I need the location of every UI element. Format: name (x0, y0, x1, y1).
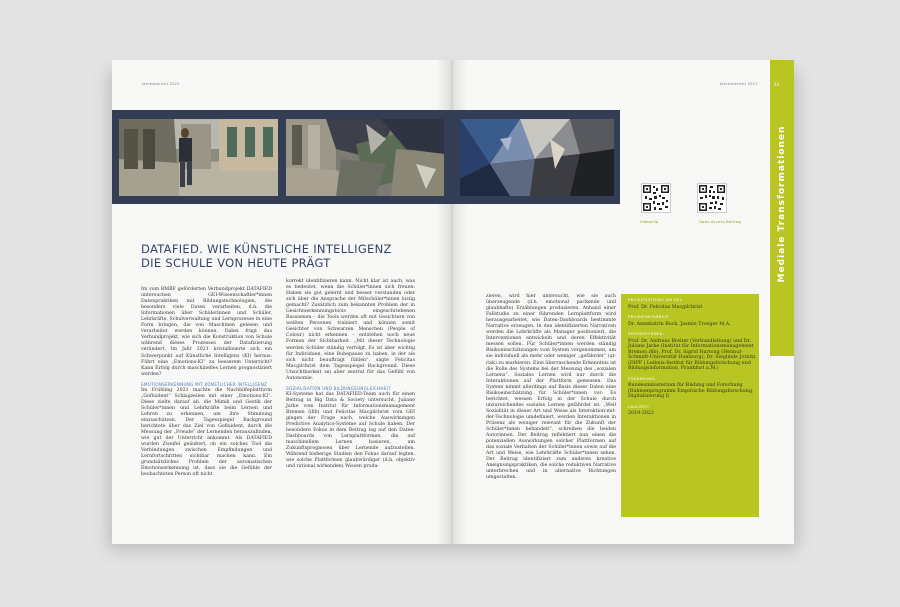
qr-caption-open-access: Open-Access-Beitrag (699, 220, 742, 224)
info-label-duration: LAUFZEIT: (628, 404, 650, 409)
info-value-duration: 2019-2022 (628, 411, 655, 416)
text-column-3 (486, 294, 616, 481)
info-value-partners: Prof. Dr. Andreas Breiter (Verbundleitung) und Dr. Juliane Jarke (Institut für Informationsmanagement Bremen ifib), Prof. Dr. Sigrid Hartong (Helmut-Schmidt-Universität Hamburg), Dr. Sieglinde Jornitz (DIPF | Leibniz-Institut für Bildungsforschung und Bildungsinformation, Frankfurt a.M.) (628, 338, 756, 371)
street-photo (119, 119, 278, 196)
info-value-lead: Prof. Dr. Felicitas Macgilchrist (628, 304, 703, 310)
project-info (628, 298, 756, 417)
body-paragraph: korrekt identifizieren kann. Nicht klar ist auch, was es bedeutet, wenn die Schüler*innen sich freuen: Haben sie gut gelernt und besser verstanden oder sich über die Ansprache der Mitschüler*innen lustig gemacht? Zusätzlich zum bekannten Problem der in Gesichtserkennungstools eingeschriebenen Rassismen – die Tools werden oft mit Gesichtern von weißen Personen trainiert und können somit Gesichter von Schwarzen Menschen (People of Colour) nicht erkennen – entstehen noch neue Formen der Sichtbarkeit. „Mit dieser Technologie werden Schüler ständig verfolgt. Es ist aber wichtig für Individuen, eine Ruhepause zu haben, in der sie sich nicht beauftragt fühlen“, sagte Felicitas Macgilchrist dem Tagesspiegel Background. Diese Unsichtbarkeit sei aber zentral für das Gefühl von Autonomie. (286, 279, 415, 381)
info-label-staff: PROJEKTMITARBEIT: (628, 315, 670, 319)
info-label-lead: PROJEKTLEITUNG AM GEI: (628, 298, 683, 302)
qr-code-open-access[interactable] (697, 183, 727, 213)
body-paragraph: zieren, wird hier untersucht, wie sie auch überzeugende (d.h. emotional packende und glaubhafte) Erzählungen produzieren. Anhand einer Fallstudie zu einer führenden Lernplattform wird herausgearbeitet, wie Daten-Dashboards bestimmte Narrative erzeugen. In den identifizierten Narrativen werden die Lehrkräfte als Manager positioniert, die Interventionen entwickeln und deren Effektivität messen sollen. Für Schüler*innen werden ständig Risikoeinschätzungen vom System vorgenommen, um sie individuell als mehr oder weniger „gefährdet“ (at-risk) zu markieren. Eine überraschende Erkenntnis ist die Rolle des Systems bei der Messung des „sozialen Lernens“. Soziales Lernen wird nur durch die Interaktionen auf der Plattform gemessen. Das System nimmt allerdings auf Basis dieser Daten eine Risikoeinschätzung für Schüler*innen vor: Es berichtet, wessen Erfolg in der Schule durch unzureichendes soziales Lernen gefährdet ist. „Weil Sozialität in dieser Art und Weise als Interaktion-mit-der-Technologie umdefiniert, werden Interaktionen in Präsenz als weniger relevant für die Zukunft der Schüler*innen behandelt“, schreiben die beiden Autorinnen. Der Beitrag reflektiert nun einen die potenziellen Auswirkungen solcher Plattformen auf das soziale Verhalten der Schüler*innen sowie auf die Art und Weise, wie Lehrkräfte Schüler*innen sehen. Der Beitrag identifiziert zum anderen kreative Aneignungspraktiken, die solche reduktiven Narrative unterbrechen und in alternative Richtungen umgestalten. (486, 294, 616, 481)
qr-code-videoclip[interactable] (641, 183, 671, 213)
text-column-1 (141, 287, 272, 478)
article-title (141, 242, 441, 270)
info-value-staff: Dr. Annekatrin Bock, Jasmin Troeger M.A. (628, 321, 731, 327)
page-number-right: 24 (774, 82, 780, 87)
subheading-socialisation: SOZIALISATION UND BILDUNGSUNGLEICHHEIT (286, 385, 391, 391)
title-line-2: DIE SCHULE VON HEUTE PRÄGT (141, 256, 331, 270)
polygon-photo (460, 119, 614, 196)
qr-caption-videoclip: Videoclip (640, 220, 659, 224)
running-header-left: Jahresbericht 2021 (142, 82, 180, 86)
body-paragraph: Im Frühling 2021 machte die Nachhilfeplattform „Gofluident“ Schlagzeilen mit einer „Emotions-KI“. Diese zielte darauf ab, die Mimik und Gestik der Schüler*innen und Lehrkräfte beim Lernen und Lehren zu erkennen, um ihre Stimmung einzuschätzen. Der Tagesspiegel Background berichtete über das Ziel von Gofluident, durch die Messung der „Freude“ der Lernenden herauszufinden, wie gut der Unterricht ankommt. Als DATAFIED wurden Zweifel geäußert, ob ein solches Tool die Verbindungen zwischen Empfindungen und Lernfortschritten sichtbar machen kann. Ein grundsätzliches Problem der automatischen Emotionserkennung ist, dass sie die Gefühle der beobachteten Person oft nicht (141, 387, 272, 478)
title-line-1: DATAFIED. WIE KÜNSTLICHE INTELLIGENZ (141, 242, 392, 256)
transition-photo (286, 119, 444, 196)
running-header-right: Jahresbericht 2021 (720, 82, 758, 86)
body-paragraph: KI-Systeme hat das DATAFIED-Team auch für einen Beitrag in Big Data & Society untersucht. Juliane Jarke vom Institut für Informationsmanagement Bremen (ifib) und Felicitas Macgilchrist vom GEI gingen der Frage nach, welche Auswirkungen Predictive Analytics-Systeme auf Schule haben. Der besondere Fokus in dem Beitrag lag auf den Daten-Dashboards von Lernplattformen, die auf maschinellem Lernen basieren, um Zukunftsprognosen über Lernende aufzustellen. Während bisherige Studien den Fokus darauf legten, wie solche Plattformen glaubwürdiger (d.h. objektiv und rational wirkenden) Wissen produ- (286, 391, 415, 470)
info-label-funding: FÖRDERUNG: (628, 376, 657, 381)
info-value-funding: Bundesministerium für Bildung und Forschung (Rahmenprogramm Empirische Bildungsforschung, Digitalisierung I) (628, 383, 754, 399)
text-column-2 (286, 279, 415, 470)
subheading-emotion-ai: EMOTIONSERKENNUNG MIT KÜNSTLICHER INTELLIGENZ (141, 381, 268, 387)
intro-paragraph: Im vom BMBF geförderten Verbundprojekt DATAFIED untersuchen GEI-Wissenschaftler*innen Datenpraktiken mit Bildungstechnologien, die besonders viele Daten verarbeiten, d.h. die Informationen über Schülerinnen und Schüler, Lehrkräfte, Schulverwaltung und Lernprozesse in eine Form bringen, die von Maschinen gelesen und verarbeitet werden können. Dabei fragt das Verbundprojekt, wie sich die Konstruktion von Schule während dieses Prozesses der Datafizierung verändert. Im Jahr 2021 kristallisierte sich ein Schwerpunkt auf Künstliche Intelligenz (KI) heraus: Führt eine „Emotions-KI“ zu besserem Unterricht? Kann Erfolg durch maschinelles Lernen prognostiziert werden? (141, 287, 272, 377)
section-label: Mediale Transformationen (777, 125, 787, 283)
info-label-partners: PARTNER*INNEN: (628, 332, 665, 336)
